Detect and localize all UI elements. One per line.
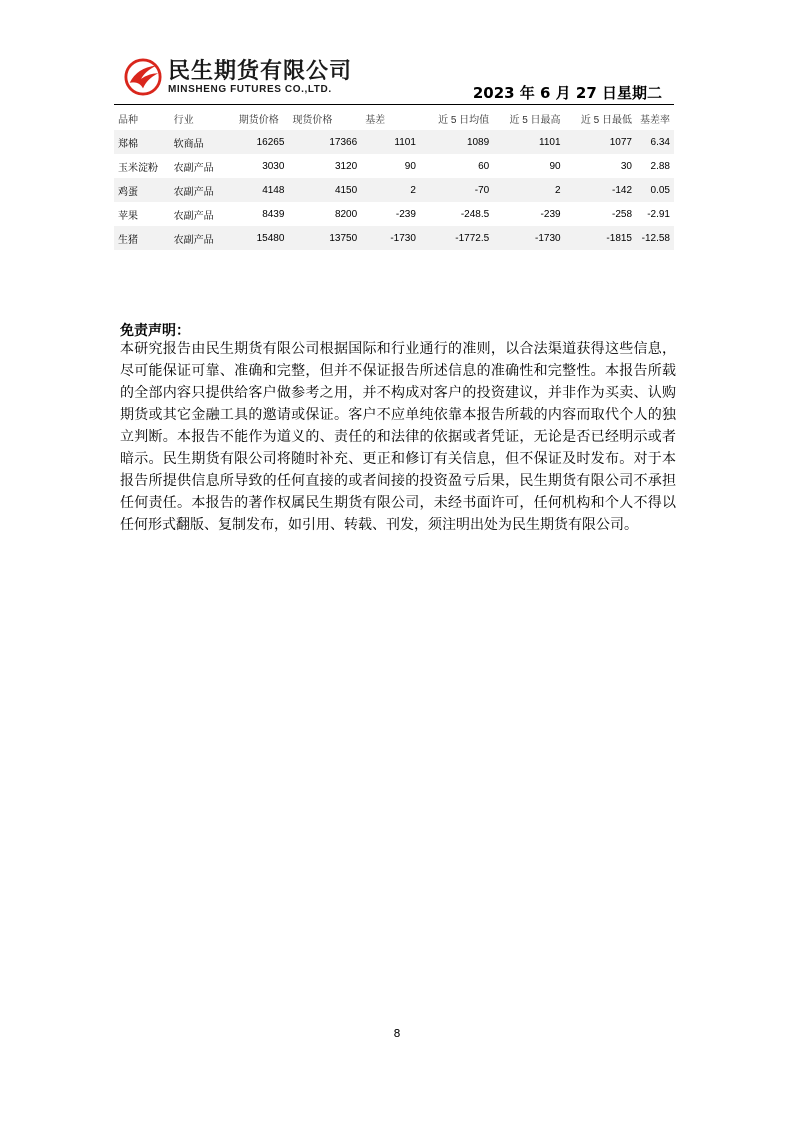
table-cell: 1101: [493, 130, 564, 154]
table-cell: -2.91: [636, 202, 674, 226]
table-cell: 农副产品: [170, 178, 235, 202]
table-cell: -70: [420, 178, 493, 202]
table-cell: -258: [565, 202, 636, 226]
table-cell: -248.5: [420, 202, 493, 226]
table-cell: 60: [420, 154, 493, 178]
table-cell: 30: [565, 154, 636, 178]
table-cell: 8439: [235, 202, 289, 226]
table-cell: 8200: [288, 202, 361, 226]
company-logo: [124, 56, 364, 102]
table-cell: 农副产品: [170, 226, 235, 250]
column-header: 现货价格: [288, 106, 361, 130]
table-cell: 农副产品: [170, 154, 235, 178]
basis-table: [114, 106, 674, 250]
table-cell: 2: [493, 178, 564, 202]
table-row: [114, 130, 674, 154]
report-date: 2023 年 6 月 27 日星期二: [472, 84, 662, 102]
logo-english-name: MINSHENG FUTURES CO.,LTD.: [168, 84, 332, 95]
table-cell: 3120: [288, 154, 361, 178]
table-cell: -12.58: [636, 226, 674, 250]
table-cell: 1077: [565, 130, 636, 154]
header-divider: [114, 104, 674, 105]
minsheng-logo-icon: [124, 58, 162, 96]
table-cell: 90: [493, 154, 564, 178]
table-cell: 17366: [288, 130, 361, 154]
table-cell: 13750: [288, 226, 361, 250]
column-header: 基差: [361, 106, 420, 130]
table-cell: 生猪: [114, 226, 170, 250]
table-cell: 玉米淀粉: [114, 154, 170, 178]
disclaimer-body: 本研究报告由民生期货有限公司根据国际和行业通行的准则，以合法渠道获得这些信息，尽可能保证可靠、准确和完整，但并不保证报告所述信息的准确性和完整性。本报告所载的全部内容只提供给客户做参考之用，并不构成对客户的投资建议，并非作为买卖、认购期货或其它金融工具的邀请或保证。客户不应单纯依靠本报告所载的内容而取代个人的独立判断。本报告不能作为道义的、责任的和法律的依据或者凭证，无论是否已经明示或者暗示。民生期货有限公司将随时补充、更正和修订有关信息，但不保证及时发布。对于本报告所提供信息所导致的任何直接的或者间接的投资盈亏后果，民生期货有限公司不承担任何责任。本报告的著作权属民生期货有限公司，未经书面许可，任何机构和个人不得以任何形式翻版、复制发布，如引用、转载、刊发，须注明出处为民生期货有限公司。: [120, 341, 676, 533]
column-header: 基差率: [636, 106, 674, 130]
table-header: [114, 106, 674, 130]
table-cell: -1772.5: [420, 226, 493, 250]
table-row: [114, 178, 674, 202]
table-cell: 1101: [361, 130, 420, 154]
table-row: [114, 226, 674, 250]
table-cell: -1815: [565, 226, 636, 250]
table-cell: 2.88: [636, 154, 674, 178]
column-header: 行业: [170, 106, 235, 130]
disclaimer-title: 免责声明：: [120, 323, 190, 339]
column-header: 近 5 日最高: [493, 106, 564, 130]
table-cell: -142: [565, 178, 636, 202]
table-cell: 软商品: [170, 130, 235, 154]
table-cell: 16265: [235, 130, 289, 154]
table-cell: 3030: [235, 154, 289, 178]
table-cell: 农副产品: [170, 202, 235, 226]
column-header: 近 5 日最低: [565, 106, 636, 130]
table-cell: 90: [361, 154, 420, 178]
column-header: 近 5 日均值: [420, 106, 493, 130]
table-row: [114, 154, 674, 178]
table-cell: -239: [493, 202, 564, 226]
table-cell: -1730: [493, 226, 564, 250]
table-cell: 鸡蛋: [114, 178, 170, 202]
column-header: 期货价格: [235, 106, 289, 130]
page-number: 8: [393, 1027, 401, 1040]
table-cell: 2: [361, 178, 420, 202]
table-cell: -239: [361, 202, 420, 226]
table-cell: 6.34: [636, 130, 674, 154]
table-cell: 郑棉: [114, 130, 170, 154]
logo-chinese-name: 民生期货有限公司: [168, 59, 353, 84]
table-row: [114, 202, 674, 226]
column-header: 品种: [114, 106, 170, 130]
table-cell: 0.05: [636, 178, 674, 202]
table-cell: 1089: [420, 130, 493, 154]
table-cell: 苹果: [114, 202, 170, 226]
table-cell: 4148: [235, 178, 289, 202]
table-cell: 15480: [235, 226, 289, 250]
table-cell: -1730: [361, 226, 420, 250]
table-cell: 4150: [288, 178, 361, 202]
